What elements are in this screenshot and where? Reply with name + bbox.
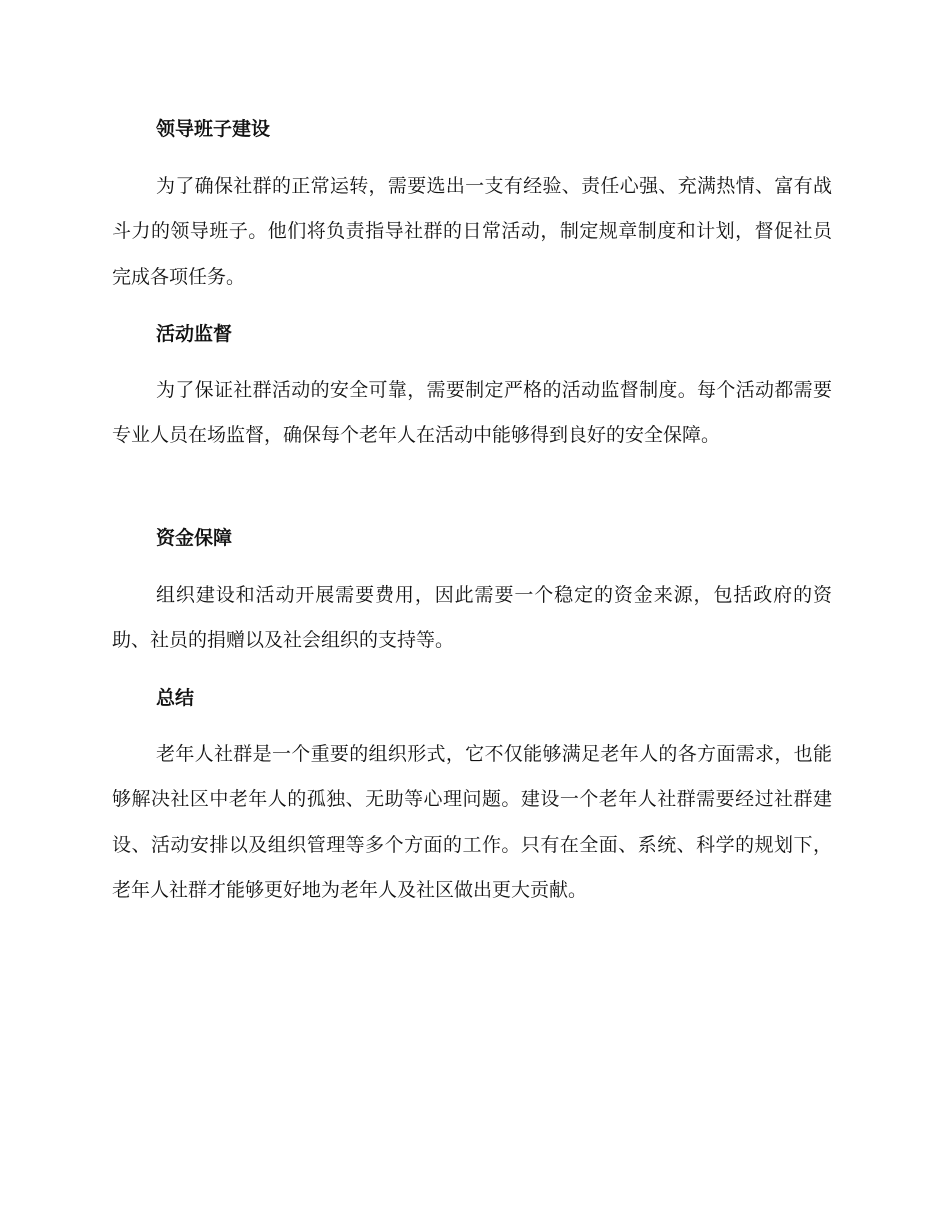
section-heading-leadership: 领导班子建设 (156, 118, 271, 140)
section-heading-summary: 总结 (156, 687, 195, 709)
section-paragraph-supervision: 为了保证社群活动的安全可靠，需要制定严格的活动监督制度。每个活动都需要专业人员在场监督，确保每个老年人在活动中能够得到良好的安全保障。 (112, 379, 832, 447)
section-paragraph-summary: 老年人社群是一个重要的组织形式，它不仅能够满足老年人的各方面需求，也能够解决社区中老年人的孤独、无助等心理问题。建设一个老年人社群需要经过社群建设、活动安排以及组织管理等多个方面的工作。只有在全面、系统、科学的规划下，老年人社群才能够更好地为老年人及社区做出更大贡献。 (112, 743, 832, 901)
section-heading-funding: 资金保障 (156, 527, 233, 549)
section-paragraph-leadership: 为了确保社群的正常运转，需要选出一支有经验、责任心强、充满热情、富有战斗力的领导班子。他们将负责指导社群的日常活动，制定规章制度和计划，督促社员完成各项任务。 (112, 175, 832, 288)
section-paragraph-funding: 组织建设和活动开展需要费用，因此需要一个稳定的资金来源，包括政府的资助、社员的捐赠以及社会组织的支持等。 (112, 584, 832, 652)
section-heading-supervision: 活动监督 (156, 323, 233, 345)
